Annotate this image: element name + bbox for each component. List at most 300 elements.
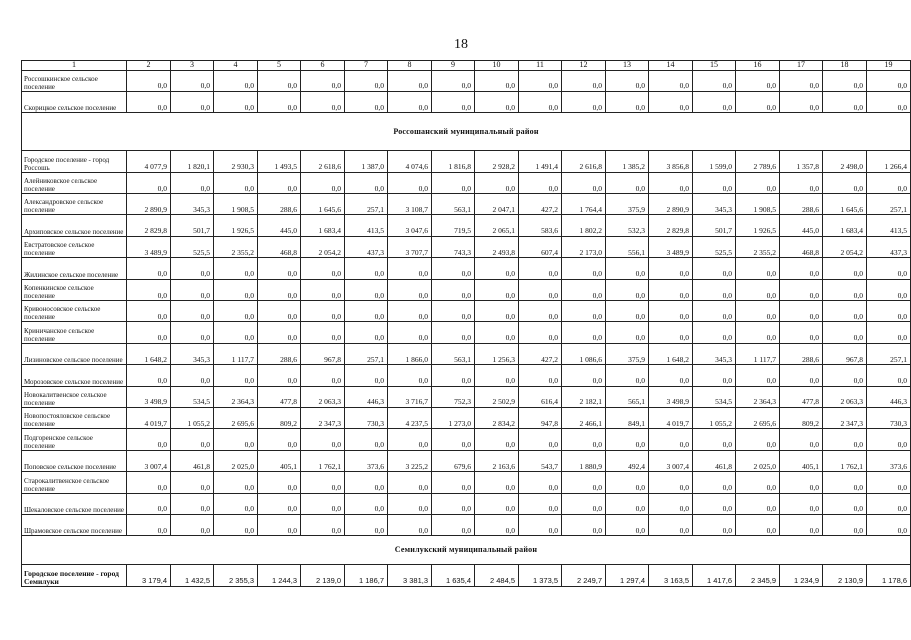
value-cell: 0,0 bbox=[736, 258, 780, 279]
value-cell: 0,0 bbox=[693, 91, 736, 112]
value-cell: 525,5 bbox=[171, 236, 214, 257]
value-cell: 0,0 bbox=[127, 514, 171, 535]
value-cell: 427,2 bbox=[519, 343, 562, 364]
value-cell: 0,0 bbox=[432, 70, 475, 91]
value-cell: 1 387,0 bbox=[345, 151, 388, 172]
value-cell: 0,0 bbox=[475, 301, 519, 322]
column-number-cell: 5 bbox=[258, 61, 301, 71]
settlement-name: Поповское сельское поселение bbox=[22, 450, 127, 471]
value-cell: 3 489,9 bbox=[649, 236, 693, 257]
value-cell: 0,0 bbox=[649, 365, 693, 386]
value-cell: 1 055,2 bbox=[171, 407, 214, 428]
value-cell: 2 163,6 bbox=[475, 450, 519, 471]
value-cell: 0,0 bbox=[214, 279, 258, 300]
settlement-name: Подгоренское сельское поселение bbox=[22, 429, 127, 450]
value-cell: 2 890,9 bbox=[649, 194, 693, 215]
value-cell: 0,0 bbox=[475, 493, 519, 514]
value-cell: 0,0 bbox=[867, 301, 911, 322]
value-cell: 0,0 bbox=[127, 279, 171, 300]
column-number-row bbox=[22, 61, 911, 71]
value-cell: 0,0 bbox=[780, 514, 823, 535]
value-cell: 0,0 bbox=[301, 258, 345, 279]
value-cell: 2 054,2 bbox=[823, 236, 867, 257]
value-cell: 1 055,2 bbox=[693, 407, 736, 428]
value-cell: 0,0 bbox=[693, 279, 736, 300]
value-cell: 0,0 bbox=[345, 322, 388, 343]
column-number-cell: 10 bbox=[475, 61, 519, 71]
value-cell: 461,8 bbox=[693, 450, 736, 471]
value-cell: 0,0 bbox=[519, 322, 562, 343]
value-cell: 0,0 bbox=[301, 514, 345, 535]
value-cell: 0,0 bbox=[388, 279, 432, 300]
value-cell: 0,0 bbox=[606, 514, 649, 535]
value-cell: 0,0 bbox=[475, 322, 519, 343]
table-row bbox=[22, 493, 911, 514]
value-cell: 743,3 bbox=[432, 236, 475, 257]
value-cell: 0,0 bbox=[388, 91, 432, 112]
value-cell: 0,0 bbox=[214, 258, 258, 279]
value-cell: 0,0 bbox=[345, 279, 388, 300]
value-cell: 2 834,2 bbox=[475, 407, 519, 428]
value-cell: 0,0 bbox=[171, 258, 214, 279]
value-cell: 0,0 bbox=[301, 429, 345, 450]
value-cell: 0,0 bbox=[388, 301, 432, 322]
value-cell: 345,3 bbox=[693, 194, 736, 215]
table-row bbox=[22, 91, 911, 112]
settlement-name: Старокалитвенское сельское поселение bbox=[22, 472, 127, 493]
section-row bbox=[22, 113, 911, 151]
value-cell: 0,0 bbox=[649, 91, 693, 112]
value-cell: 477,8 bbox=[258, 386, 301, 407]
value-cell: 0,0 bbox=[780, 91, 823, 112]
table-row bbox=[22, 343, 911, 364]
value-cell: 0,0 bbox=[519, 365, 562, 386]
table-row bbox=[22, 365, 911, 386]
value-cell: 0,0 bbox=[649, 493, 693, 514]
value-cell: 0,0 bbox=[562, 493, 606, 514]
column-number-cell: 18 bbox=[823, 61, 867, 71]
value-cell: 0,0 bbox=[432, 365, 475, 386]
value-cell: 0,0 bbox=[258, 322, 301, 343]
value-cell: 719,5 bbox=[432, 215, 475, 236]
value-cell: 4 019,7 bbox=[127, 407, 171, 428]
value-cell: 0,0 bbox=[301, 365, 345, 386]
value-cell: 0,0 bbox=[519, 493, 562, 514]
value-cell: 1 297,4 bbox=[606, 565, 649, 586]
value-cell: 1 816,8 bbox=[432, 151, 475, 172]
value-cell: 1 866,0 bbox=[388, 343, 432, 364]
value-cell: 0,0 bbox=[823, 172, 867, 193]
value-cell: 0,0 bbox=[432, 429, 475, 450]
value-cell: 0,0 bbox=[693, 493, 736, 514]
value-cell: 0,0 bbox=[693, 429, 736, 450]
value-cell: 0,0 bbox=[867, 429, 911, 450]
value-cell: 1 820,1 bbox=[171, 151, 214, 172]
value-cell: 3 381,3 bbox=[388, 565, 432, 586]
settlement-name: Россошкинское сельское поселение bbox=[22, 70, 127, 91]
value-cell: 0,0 bbox=[171, 91, 214, 112]
value-cell: 0,0 bbox=[127, 322, 171, 343]
settlement-name: Шрамовское сельское поселение bbox=[22, 514, 127, 535]
value-cell: 0,0 bbox=[606, 472, 649, 493]
section-row bbox=[22, 536, 911, 565]
table-row bbox=[22, 450, 911, 471]
value-cell: 0,0 bbox=[606, 258, 649, 279]
value-cell: 0,0 bbox=[562, 258, 606, 279]
value-cell: 0,0 bbox=[127, 301, 171, 322]
table-row bbox=[22, 472, 911, 493]
value-cell: 0,0 bbox=[214, 514, 258, 535]
value-cell: 0,0 bbox=[780, 258, 823, 279]
settlement-name: Жилинское сельское поселение bbox=[22, 258, 127, 279]
value-cell: 0,0 bbox=[693, 301, 736, 322]
table-row bbox=[22, 386, 911, 407]
value-cell: 0,0 bbox=[519, 472, 562, 493]
value-cell: 0,0 bbox=[649, 514, 693, 535]
value-cell: 0,0 bbox=[258, 429, 301, 450]
value-cell: 2 618,6 bbox=[301, 151, 345, 172]
value-cell: 461,8 bbox=[171, 450, 214, 471]
column-number-cell: 14 bbox=[649, 61, 693, 71]
value-cell: 0,0 bbox=[388, 429, 432, 450]
value-cell: 1 645,6 bbox=[823, 194, 867, 215]
value-cell: 345,3 bbox=[693, 343, 736, 364]
column-number-cell: 3 bbox=[171, 61, 214, 71]
value-cell: 809,2 bbox=[780, 407, 823, 428]
column-number-cell: 7 bbox=[345, 61, 388, 71]
value-cell: 0,0 bbox=[475, 91, 519, 112]
value-cell: 0,0 bbox=[736, 301, 780, 322]
table-row bbox=[22, 194, 911, 215]
table-row bbox=[22, 514, 911, 535]
value-cell: 0,0 bbox=[562, 279, 606, 300]
value-cell: 0,0 bbox=[867, 258, 911, 279]
column-number-cell: 2 bbox=[127, 61, 171, 71]
value-cell: 0,0 bbox=[214, 70, 258, 91]
table-row bbox=[22, 279, 911, 300]
value-cell: 501,7 bbox=[171, 215, 214, 236]
column-number-cell: 1 bbox=[22, 61, 127, 71]
settlement-name: Новокалитвенское сельское поселение bbox=[22, 386, 127, 407]
value-cell: 0,0 bbox=[214, 322, 258, 343]
value-cell: 0,0 bbox=[736, 91, 780, 112]
value-cell: 752,3 bbox=[432, 386, 475, 407]
table-row bbox=[22, 236, 911, 257]
value-cell: 3 498,9 bbox=[127, 386, 171, 407]
value-cell: 0,0 bbox=[736, 365, 780, 386]
value-cell: 1 178,6 bbox=[867, 565, 911, 586]
value-cell: 534,5 bbox=[171, 386, 214, 407]
value-cell: 0,0 bbox=[823, 514, 867, 535]
value-cell: 0,0 bbox=[475, 258, 519, 279]
value-cell: 0,0 bbox=[432, 258, 475, 279]
value-cell: 2 347,3 bbox=[823, 407, 867, 428]
value-cell: 2 695,6 bbox=[214, 407, 258, 428]
value-cell: 2 063,3 bbox=[823, 386, 867, 407]
value-cell: 0,0 bbox=[171, 322, 214, 343]
value-cell: 0,0 bbox=[345, 493, 388, 514]
value-cell: 0,0 bbox=[780, 301, 823, 322]
value-cell: 0,0 bbox=[388, 493, 432, 514]
value-cell: 0,0 bbox=[258, 70, 301, 91]
value-cell: 0,0 bbox=[432, 472, 475, 493]
value-cell: 0,0 bbox=[214, 301, 258, 322]
value-cell: 2 025,0 bbox=[214, 450, 258, 471]
column-number-cell: 19 bbox=[867, 61, 911, 71]
value-cell: 0,0 bbox=[171, 301, 214, 322]
column-number-cell: 17 bbox=[780, 61, 823, 71]
value-cell: 0,0 bbox=[171, 365, 214, 386]
value-cell: 563,1 bbox=[432, 194, 475, 215]
value-cell: 0,0 bbox=[780, 322, 823, 343]
value-cell: 0,0 bbox=[867, 514, 911, 535]
table-row bbox=[22, 215, 911, 236]
value-cell: 4 237,5 bbox=[388, 407, 432, 428]
value-cell: 0,0 bbox=[736, 429, 780, 450]
value-cell: 0,0 bbox=[519, 91, 562, 112]
value-cell: 583,6 bbox=[519, 215, 562, 236]
value-cell: 0,0 bbox=[127, 365, 171, 386]
value-cell: 288,6 bbox=[258, 194, 301, 215]
value-cell: 0,0 bbox=[823, 493, 867, 514]
value-cell: 1 683,4 bbox=[301, 215, 345, 236]
value-cell: 468,8 bbox=[780, 236, 823, 257]
value-cell: 967,8 bbox=[301, 343, 345, 364]
value-cell: 1 926,5 bbox=[736, 215, 780, 236]
value-cell: 0,0 bbox=[606, 70, 649, 91]
value-cell: 0,0 bbox=[519, 172, 562, 193]
value-cell: 437,3 bbox=[867, 236, 911, 257]
value-cell: 2 466,1 bbox=[562, 407, 606, 428]
value-cell: 3 225,2 bbox=[388, 450, 432, 471]
value-cell: 0,0 bbox=[345, 514, 388, 535]
value-cell: 0,0 bbox=[562, 472, 606, 493]
value-cell: 1 432,5 bbox=[171, 565, 214, 586]
value-cell: 2 345,9 bbox=[736, 565, 780, 586]
table-row bbox=[22, 565, 911, 586]
value-cell: 2 829,8 bbox=[649, 215, 693, 236]
value-cell: 0,0 bbox=[388, 365, 432, 386]
value-cell: 4 074,6 bbox=[388, 151, 432, 172]
value-cell: 0,0 bbox=[519, 279, 562, 300]
value-cell: 543,7 bbox=[519, 450, 562, 471]
value-cell: 0,0 bbox=[649, 279, 693, 300]
value-cell: 0,0 bbox=[127, 429, 171, 450]
value-cell: 0,0 bbox=[127, 70, 171, 91]
value-cell: 2 173,0 bbox=[562, 236, 606, 257]
value-cell: 0,0 bbox=[693, 514, 736, 535]
value-cell: 2 616,8 bbox=[562, 151, 606, 172]
column-number-cell: 8 bbox=[388, 61, 432, 71]
value-cell: 0,0 bbox=[214, 172, 258, 193]
value-cell: 0,0 bbox=[214, 429, 258, 450]
value-cell: 1 417,6 bbox=[693, 565, 736, 586]
value-cell: 0,0 bbox=[388, 70, 432, 91]
value-cell: 446,3 bbox=[867, 386, 911, 407]
value-cell: 2 484,5 bbox=[475, 565, 519, 586]
value-cell: 445,0 bbox=[780, 215, 823, 236]
value-cell: 3 707,7 bbox=[388, 236, 432, 257]
value-cell: 607,4 bbox=[519, 236, 562, 257]
value-cell: 0,0 bbox=[519, 514, 562, 535]
column-number-cell: 12 bbox=[562, 61, 606, 71]
value-cell: 525,5 bbox=[693, 236, 736, 257]
value-cell: 0,0 bbox=[214, 472, 258, 493]
settlement-name: Архиповское сельское поселение bbox=[22, 215, 127, 236]
section-title: Россошанский муниципальный район bbox=[22, 113, 911, 151]
value-cell: 0,0 bbox=[432, 514, 475, 535]
value-cell: 2 063,3 bbox=[301, 386, 345, 407]
value-cell: 0,0 bbox=[823, 322, 867, 343]
value-cell: 0,0 bbox=[693, 365, 736, 386]
value-cell: 288,6 bbox=[780, 194, 823, 215]
value-cell: 2 355,2 bbox=[736, 236, 780, 257]
value-cell: 0,0 bbox=[606, 279, 649, 300]
value-cell: 468,8 bbox=[258, 236, 301, 257]
value-cell: 2 355,2 bbox=[214, 236, 258, 257]
settlement-name: Городское поселение - город Семилуки bbox=[22, 565, 127, 586]
value-cell: 0,0 bbox=[171, 70, 214, 91]
value-cell: 3 108,7 bbox=[388, 194, 432, 215]
value-cell: 2 364,3 bbox=[736, 386, 780, 407]
value-cell: 0,0 bbox=[388, 172, 432, 193]
value-cell: 0,0 bbox=[345, 429, 388, 450]
value-cell: 0,0 bbox=[432, 279, 475, 300]
value-cell: 0,0 bbox=[867, 70, 911, 91]
value-cell: 0,0 bbox=[345, 70, 388, 91]
page-number: 18 bbox=[454, 37, 468, 52]
value-cell: 0,0 bbox=[780, 172, 823, 193]
settlement-name: Алейниковское сельское поселение bbox=[22, 172, 127, 193]
value-cell: 0,0 bbox=[432, 493, 475, 514]
value-cell: 0,0 bbox=[345, 472, 388, 493]
value-cell: 0,0 bbox=[388, 322, 432, 343]
value-cell: 0,0 bbox=[475, 429, 519, 450]
value-cell: 679,6 bbox=[432, 450, 475, 471]
value-cell: 1 764,4 bbox=[562, 194, 606, 215]
value-cell: 556,1 bbox=[606, 236, 649, 257]
value-cell: 3 498,9 bbox=[649, 386, 693, 407]
value-cell: 0,0 bbox=[823, 258, 867, 279]
value-cell: 0,0 bbox=[519, 429, 562, 450]
value-cell: 0,0 bbox=[475, 472, 519, 493]
value-cell: 0,0 bbox=[127, 472, 171, 493]
value-cell: 730,3 bbox=[867, 407, 911, 428]
value-cell: 1 648,2 bbox=[127, 343, 171, 364]
value-cell: 0,0 bbox=[693, 258, 736, 279]
value-cell: 0,0 bbox=[867, 365, 911, 386]
value-cell: 0,0 bbox=[432, 91, 475, 112]
value-cell: 1 762,1 bbox=[823, 450, 867, 471]
value-cell: 0,0 bbox=[562, 70, 606, 91]
value-cell: 0,0 bbox=[736, 472, 780, 493]
value-cell: 2 355,3 bbox=[214, 565, 258, 586]
value-cell: 1 683,4 bbox=[823, 215, 867, 236]
settlement-name: Скорицкое сельское поселение bbox=[22, 91, 127, 112]
value-cell: 2 498,0 bbox=[823, 151, 867, 172]
value-cell: 0,0 bbox=[475, 172, 519, 193]
settlement-name: Копенкинское сельское поселение bbox=[22, 279, 127, 300]
value-cell: 0,0 bbox=[780, 279, 823, 300]
value-cell: 405,1 bbox=[258, 450, 301, 471]
value-cell: 0,0 bbox=[127, 493, 171, 514]
value-cell: 288,6 bbox=[780, 343, 823, 364]
value-cell: 2 928,2 bbox=[475, 151, 519, 172]
value-cell: 3 179,4 bbox=[127, 565, 171, 586]
value-cell: 0,0 bbox=[693, 472, 736, 493]
value-cell: 0,0 bbox=[171, 279, 214, 300]
value-cell: 0,0 bbox=[258, 365, 301, 386]
value-cell: 445,0 bbox=[258, 215, 301, 236]
value-cell: 1 256,3 bbox=[475, 343, 519, 364]
value-cell: 0,0 bbox=[736, 70, 780, 91]
value-cell: 0,0 bbox=[345, 258, 388, 279]
value-cell: 0,0 bbox=[562, 301, 606, 322]
value-cell: 373,6 bbox=[345, 450, 388, 471]
value-cell: 492,4 bbox=[606, 450, 649, 471]
value-cell: 2 065,1 bbox=[475, 215, 519, 236]
value-cell: 0,0 bbox=[258, 514, 301, 535]
settlement-name: Криничанское сельское поселение bbox=[22, 322, 127, 343]
value-cell: 0,0 bbox=[301, 91, 345, 112]
value-cell: 0,0 bbox=[649, 301, 693, 322]
value-cell: 2 502,9 bbox=[475, 386, 519, 407]
value-cell: 0,0 bbox=[475, 279, 519, 300]
value-cell: 0,0 bbox=[171, 472, 214, 493]
value-cell: 373,6 bbox=[867, 450, 911, 471]
value-cell: 534,5 bbox=[693, 386, 736, 407]
value-cell: 0,0 bbox=[867, 172, 911, 193]
value-cell: 0,0 bbox=[649, 258, 693, 279]
value-cell: 2 047,1 bbox=[475, 194, 519, 215]
value-cell: 2 695,6 bbox=[736, 407, 780, 428]
value-cell: 405,1 bbox=[780, 450, 823, 471]
value-cell: 375,9 bbox=[606, 343, 649, 364]
value-cell: 0,0 bbox=[649, 70, 693, 91]
value-cell: 2 829,8 bbox=[127, 215, 171, 236]
value-cell: 0,0 bbox=[867, 472, 911, 493]
value-cell: 413,5 bbox=[345, 215, 388, 236]
value-cell: 0,0 bbox=[258, 172, 301, 193]
value-cell: 0,0 bbox=[171, 514, 214, 535]
value-cell: 1 635,4 bbox=[432, 565, 475, 586]
value-cell: 0,0 bbox=[301, 472, 345, 493]
settlement-name: Александровское сельское поселение bbox=[22, 194, 127, 215]
value-cell: 1 373,5 bbox=[519, 565, 562, 586]
value-cell: 2 347,3 bbox=[301, 407, 345, 428]
value-cell: 1 926,5 bbox=[214, 215, 258, 236]
value-cell: 947,8 bbox=[519, 407, 562, 428]
value-cell: 1 493,5 bbox=[258, 151, 301, 172]
value-cell: 0,0 bbox=[388, 514, 432, 535]
value-cell: 1 117,7 bbox=[736, 343, 780, 364]
settlement-name: Евстратовское сельское поселение bbox=[22, 236, 127, 257]
value-cell: 0,0 bbox=[823, 429, 867, 450]
column-number-cell: 13 bbox=[606, 61, 649, 71]
settlement-name: Морозовское сельское поселение bbox=[22, 365, 127, 386]
settlement-name: Шекаловское сельское поселение bbox=[22, 493, 127, 514]
settlement-name: Новопостояловское сельское поселение bbox=[22, 407, 127, 428]
value-cell: 2 890,9 bbox=[127, 194, 171, 215]
value-cell: 0,0 bbox=[562, 91, 606, 112]
column-number-cell: 11 bbox=[519, 61, 562, 71]
value-cell: 2 364,3 bbox=[214, 386, 258, 407]
value-cell: 616,4 bbox=[519, 386, 562, 407]
value-cell: 1 117,7 bbox=[214, 343, 258, 364]
value-cell: 1 645,6 bbox=[301, 194, 345, 215]
value-cell: 0,0 bbox=[345, 365, 388, 386]
value-cell: 0,0 bbox=[388, 472, 432, 493]
